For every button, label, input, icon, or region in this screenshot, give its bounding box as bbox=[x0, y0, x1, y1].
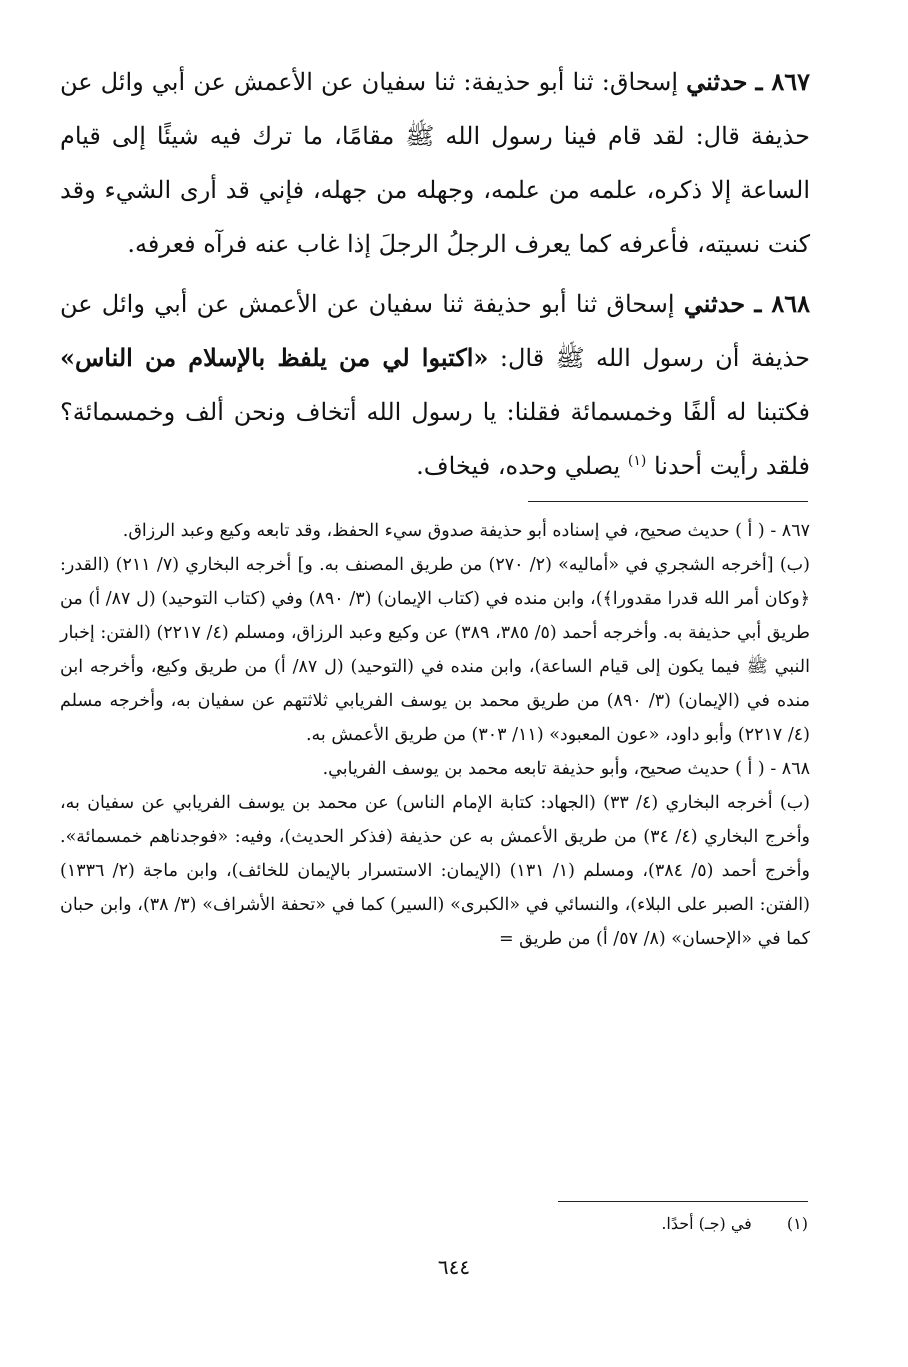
footnote-ref: (١) bbox=[627, 453, 647, 469]
footnote bbox=[661, 1212, 808, 1236]
note-867-b: (ب) [أخرجه الشجري في «أماليه» (٢/ ٢٧٠) من طريق المصنف به. و] أخرجه البخاري (٧/ ٢١١) (القدر: ﴿وكان أمر الله قدرا مقدورا﴾)، وابن منده في (كتاب الإيمان) (٣/ ٨٩٠) وفي (كتاب التوحيد) (ل ٨٧/ أ) من طريق أبي حذيفة به. وأخرجه أحمد (٥/ ٣٨٥، ٣٨٩) عن وكيع وعبد الرزاق، ومسلم (٤/ ٢٢١٧) (الفتن: إخبار النبي ﷺ فيما يكون إلى قيام الساعة)، وابن منده في (التوحيد) (ل ٨٧/ أ) من طريق وكيع، وأخرجه ابن منده في (الإيمان) (٣/ ٨٩٠) من طريق محمد بن يوسف الفريابي ثلاثتهم عن سفيان به، وأخرجه مسلم (٤/ ٢٢١٧) وأبو داود، «عون المعبود» (١١/ ٣٠٣) من طريق الأعمش به. bbox=[60, 555, 810, 745]
hadith-quote: «اكتبوا لي من يلفظ بالإسلام من الناس» bbox=[60, 343, 489, 372]
footnote-number: (١) bbox=[786, 1214, 808, 1233]
hadith-keyword: حدثني bbox=[683, 289, 746, 318]
hadith-868 bbox=[60, 277, 810, 493]
note-868-a: ٨٦٨ - ( أ ) حديث صحيح، وأبو حذيفة تابعه محمد بن يوسف الفريابي. bbox=[322, 759, 810, 779]
note-868-b: (ب) أخرجه البخاري (٤/ ٣٣) (الجهاد: كتابة الإمام الناس) عن محمد بن يوسف الفريابي عن سفيان به، وأخرج البخاري (٤/ ٣٤) من طريق الأعمش به عن حذيفة (فذكر الحديث)، وفيه: «فوجدناهم خمسمائة». وأخرج أحمد (٥/ ٣٨٤)، ومسلم (١/ ١٣١) (الإيمان: الاستسرار بالإيمان للخائف)، وابن ماجة (٢/ ١٣٣٦) (الفتن: الصبر على البلاء)، والنسائي في «الكبرى» (السير) كما في «تحفة الأشراف» (٣/ ٣٨)، وابن حبان كما في «الإحسان» (٨/ ٥٧/ أ) من طريق = bbox=[60, 793, 811, 949]
hadith-text: يصلي وحده، فيخاف. bbox=[416, 452, 621, 480]
hadith-text: فكتبنا له ألفًا وخمسمائة فقلنا: يا رسول الله أتخاف ونحن ألف وخمسمائة؟ فلقد رأيت أحدنا bbox=[60, 398, 810, 480]
hadith-867 bbox=[60, 55, 810, 271]
footnote-text: في (جـ) أحدًا. bbox=[661, 1214, 752, 1233]
note-867-a: ٨٦٧ - ( أ ) حديث صحيح، في إسناده أبو حذيفة صدوق سيء الحفظ، وقد تابعه وكيع وعبد الرزاق. bbox=[122, 521, 810, 541]
main-text bbox=[60, 55, 810, 499]
takhrij-notes bbox=[60, 514, 810, 956]
hadith-text: إسحاق: ثنا أبو حذيفة: ثنا سفيان عن الأعمش عن أبي وائل عن حذيفة قال: لقد قام فينا رسول الله ﷺ مقامًا، ما ترك فيه شيئًا إلى قيام الساعة إلا ذكره، علمه من علمه، وجهله من جهله، فإني قد أرى الشيء وقد كنت نسيته، فأعرفه كما يعرف الرجلُ الرجلَ إذا غاب عنه فرآه فعرفه. bbox=[60, 68, 810, 258]
hadith-number: ٨٦٨ ـ bbox=[754, 289, 810, 318]
footnote-separator bbox=[558, 1201, 808, 1202]
hadith-keyword: حدثني bbox=[686, 67, 748, 96]
notes-separator bbox=[528, 501, 808, 502]
page-number: ٦٤٤ bbox=[437, 1255, 471, 1279]
hadith-text: إسحاق ثنا أبو حذيفة ثنا سفيان عن الأعمش عن أبي وائل عن حذيفة أن رسول الله ﷺ قال: bbox=[60, 290, 810, 372]
hadith-number: ٨٦٧ ـ bbox=[755, 67, 810, 96]
